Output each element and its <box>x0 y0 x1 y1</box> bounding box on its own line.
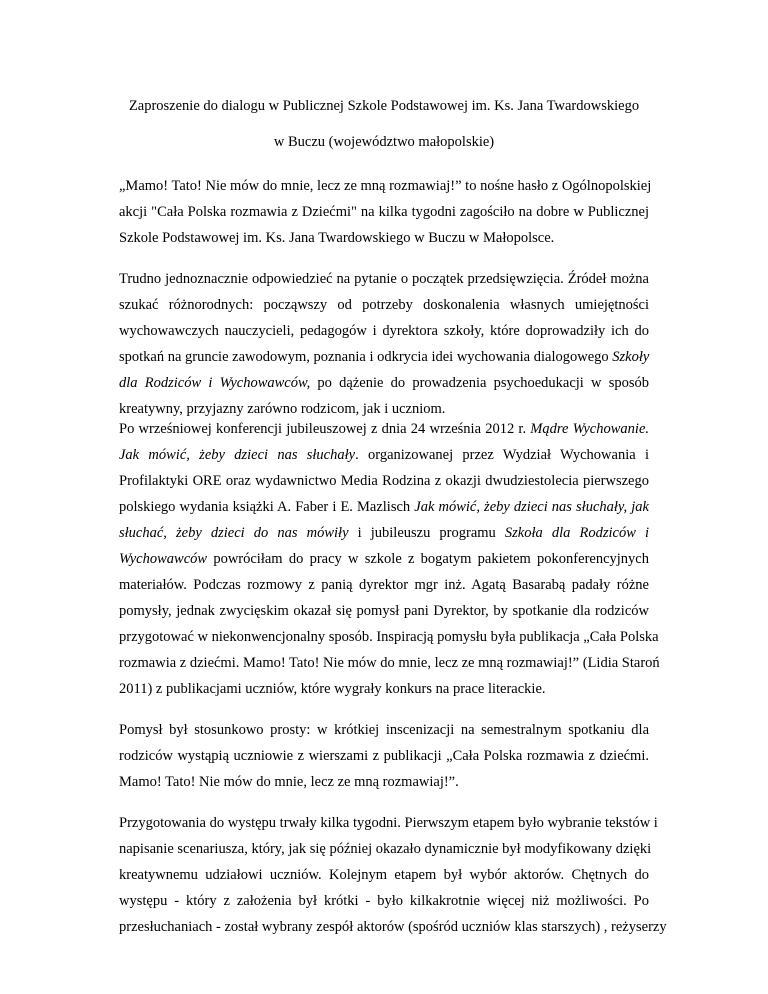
text-segment: po dążenie do prowadzenia psychoedukacji w sposób <box>310 375 649 391</box>
paragraph-3-line <box>119 524 649 542</box>
paragraph-2-line <box>119 374 649 392</box>
italic-title: Wychowawców <box>119 551 208 567</box>
italic-title: Szkoła dla Rodziców i <box>504 525 649 541</box>
paragraph-3-line <box>119 498 649 516</box>
paragraph-2-line: Trudno jednoznacznie odpowiedzieć na pytanie o początek przedsięwzięcia. Źródeł można <box>119 271 649 287</box>
paragraph-2-line: wychowawczych nauczycieli, pedagogów i dyrektora szkoły, które doprowadziły ich do <box>119 323 649 339</box>
paragraph-3-line: rozmawia z dziećmi. Mamo! Tato! Nie mów do mnie, lecz ze mną rozmawiaj!” (Lidia Staroń <box>119 655 660 671</box>
text-segment: powróciłam do pracy w szkole z bogatym pakietem pokonferencyjnych <box>207 551 649 567</box>
paragraph-5-line: Przygotowania do występu trwały kilka tygodni. Pierwszym etapem było wybranie tekstów i <box>119 815 658 831</box>
italic-title: Szkoły <box>612 349 650 365</box>
text-segment: Po wrześniowej konferencji jubileuszowej z dnia 24 września 2012 r. <box>119 421 531 437</box>
paragraph-4-line: Pomysł był stosunkowo prosty: w krótkiej inscenizacji na semestralnym spotkaniu dla <box>119 722 649 738</box>
paragraph-4-line: Mamo! Tato! Nie mów do mnie, lecz ze mną rozmawiaj!”. <box>119 774 459 790</box>
paragraph-3-line: 2011) z publikacjami uczniów, które wygrały konkurs na prace literackie. <box>119 681 546 697</box>
paragraph-3-line <box>119 420 649 438</box>
paragraph-2-line: kreatywny, przyjazny zarówno rodzicom, jak i uczniom. <box>119 401 446 417</box>
document-title-line-2: w Buczu (województwo małopolskie) <box>273 134 495 150</box>
text-segment: spotkań na gruncie zawodowym, poznania i odkrycia idei wychowania dialogowego <box>119 349 609 365</box>
text-segment: i jubileuszu programu <box>348 525 505 541</box>
paragraph-1-line: „Mamo! Tato! Nie mów do mnie, lecz ze mną rozmawiaj!” to nośne hasło z Ogólnopolskiej <box>119 178 652 194</box>
paragraph-3-line <box>119 550 649 568</box>
italic-title: Mądre Wychowanie. <box>530 421 650 437</box>
document-title-line-1: Zaproszenie do dialogu w Publicznej Szkole Podstawowej im. Ks. Jana Twardowskiego <box>128 98 640 114</box>
italic-title: dla Rodziców i Wychowawców, <box>119 375 311 391</box>
paragraph-5-line: kreatywnemu udziałowi uczniów. Kolejnym etapem był wybór aktorów. Chętnych do <box>119 867 649 883</box>
paragraph-1-line: akcji "Cała Polska rozmawia z Dziećmi" na kilka tygodni zagościło na dobre w Publicznej <box>119 204 649 220</box>
paragraph-1-line: Szkole Podstawowej im. Ks. Jana Twardowskiego w Buczu w Małopolsce. <box>119 230 555 246</box>
paragraph-4-line: rodziców wystąpią uczniowie z wierszami z publikacji „Cała Polska rozmawia z dziećmi. <box>119 748 649 764</box>
paragraph-3-line: przygotować w niekonwencjonalny sposób. Inspiracją pomysłu była publikacja „Cała Polska <box>119 629 659 645</box>
italic-title: Jak mówić, żeby dzieci nas słuchały, jak <box>414 499 649 515</box>
text-segment: polskiego wydania książki A. Faber i E. Mazlisch <box>119 499 415 515</box>
paragraph-5-line: występu - który z założenia był krótki - było kilkakrotnie więcej niż możliwości. Po <box>119 893 649 909</box>
paragraph-5-line: przesłuchaniach - został wybrany zespół aktorów (spośród uczniów klas starszych) , reżyserzy <box>119 919 667 935</box>
text-segment: . organizowanej przez Wydział Wychowania i <box>355 447 649 463</box>
italic-title: słuchać, żeby dzieci do nas mówiły <box>119 525 349 541</box>
paragraph-2-line: szukać różnorodnych: począwszy od potrzeby doskonalenia własnych umiejętności <box>119 297 649 313</box>
paragraph-2-line <box>119 348 649 366</box>
paragraph-5-line: napisanie scenariusza, który, jak się później okazało dynamicznie był modyfikowany dzięki <box>119 841 652 857</box>
paragraph-3-line <box>119 446 649 464</box>
paragraph-3-line: materiałów. Podczas rozmowy z panią dyrektor mgr inż. Agatą Basarabą padały różne <box>119 577 649 593</box>
italic-title: Jak mówić, żeby dzieci nas słuchały <box>119 447 356 463</box>
paragraph-3-line: pomysły, jednak zwycięskim okazał się pomysł pani Dyrektor, by spotkanie dla rodziców <box>119 603 649 619</box>
paragraph-3-line: Profilaktyki ORE oraz wydawnictwo Media Rodzina z okazji dwudziestolecia pierwszego <box>119 473 649 489</box>
